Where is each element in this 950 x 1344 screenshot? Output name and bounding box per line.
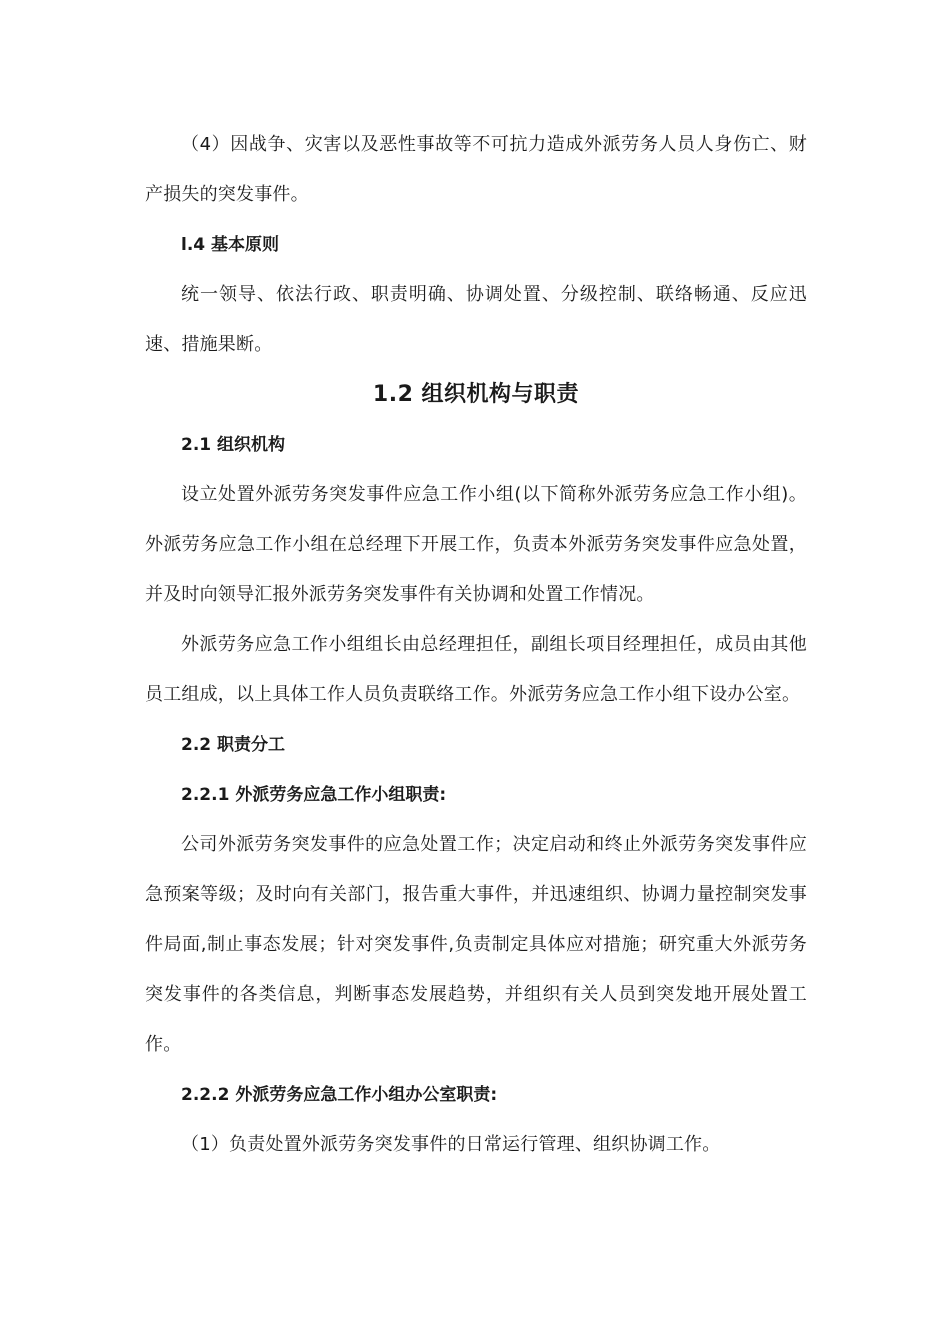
section-heading-2-2: 2.2 职责分工 xyxy=(181,735,286,755)
chapter-heading-1-2: 1.2 组织机构与职责 xyxy=(372,382,580,407)
paragraph-item-4: （4）因战争、灾害以及恶性事故等不可抗力造成外派劳务人员人身伤亡、财产损失的突发事件。 xyxy=(145,134,807,205)
section-heading-2-2-1: 2.2.1 外派劳务应急工作小组职责: xyxy=(181,785,447,805)
section-heading-2-2-2: 2.2.2 外派劳务应急工作小组办公室职责: xyxy=(181,1085,498,1105)
paragraph-organization-setup: 设立处置外派劳务突发事件应急工作小组(以下简称外派劳务应急工作小组)。外派劳务应急工作小组在总经理下开展工作，负责本外派劳务突发事件应急处置，并及时向领导汇报外派劳务突发事件有关协调和处置工作情况。 xyxy=(145,484,807,605)
paragraph-organization-members: 外派劳务应急工作小组组长由总经理担任，副组长项目经理担任，成员由其他员工组成，以上具体工作人员负责联络工作。外派劳务应急工作小组下设办公室。 xyxy=(145,634,807,705)
section-heading-2-1: 2.1 组织机构 xyxy=(181,435,286,455)
paragraph-basic-principles: 统一领导、依法行政、职责明确、协调处置、分级控制、联络畅通、反应迅速、措施果断。 xyxy=(145,284,807,355)
section-heading-1-4: l.4 基本原则 xyxy=(181,235,280,255)
paragraph-team-duties: 公司外派劳务突发事件的应急处置工作；决定启动和终止外派劳务突发事件应急预案等级；及时向有关部门，报告重大事件，并迅速组织、协调力量控制突发事件局面,制止事态发展；针对突发事件,负责制定具体应对措施；研究重大外派劳务突发事件的各类信息，判断事态发展趋势，并组织有关人员到突发地开展处置工作。 xyxy=(145,834,807,1055)
document-body xyxy=(145,120,807,1170)
paragraph-office-duty-1: （1）负责处置外派劳务突发事件的日常运行管理、组织协调工作。 xyxy=(181,1134,721,1155)
